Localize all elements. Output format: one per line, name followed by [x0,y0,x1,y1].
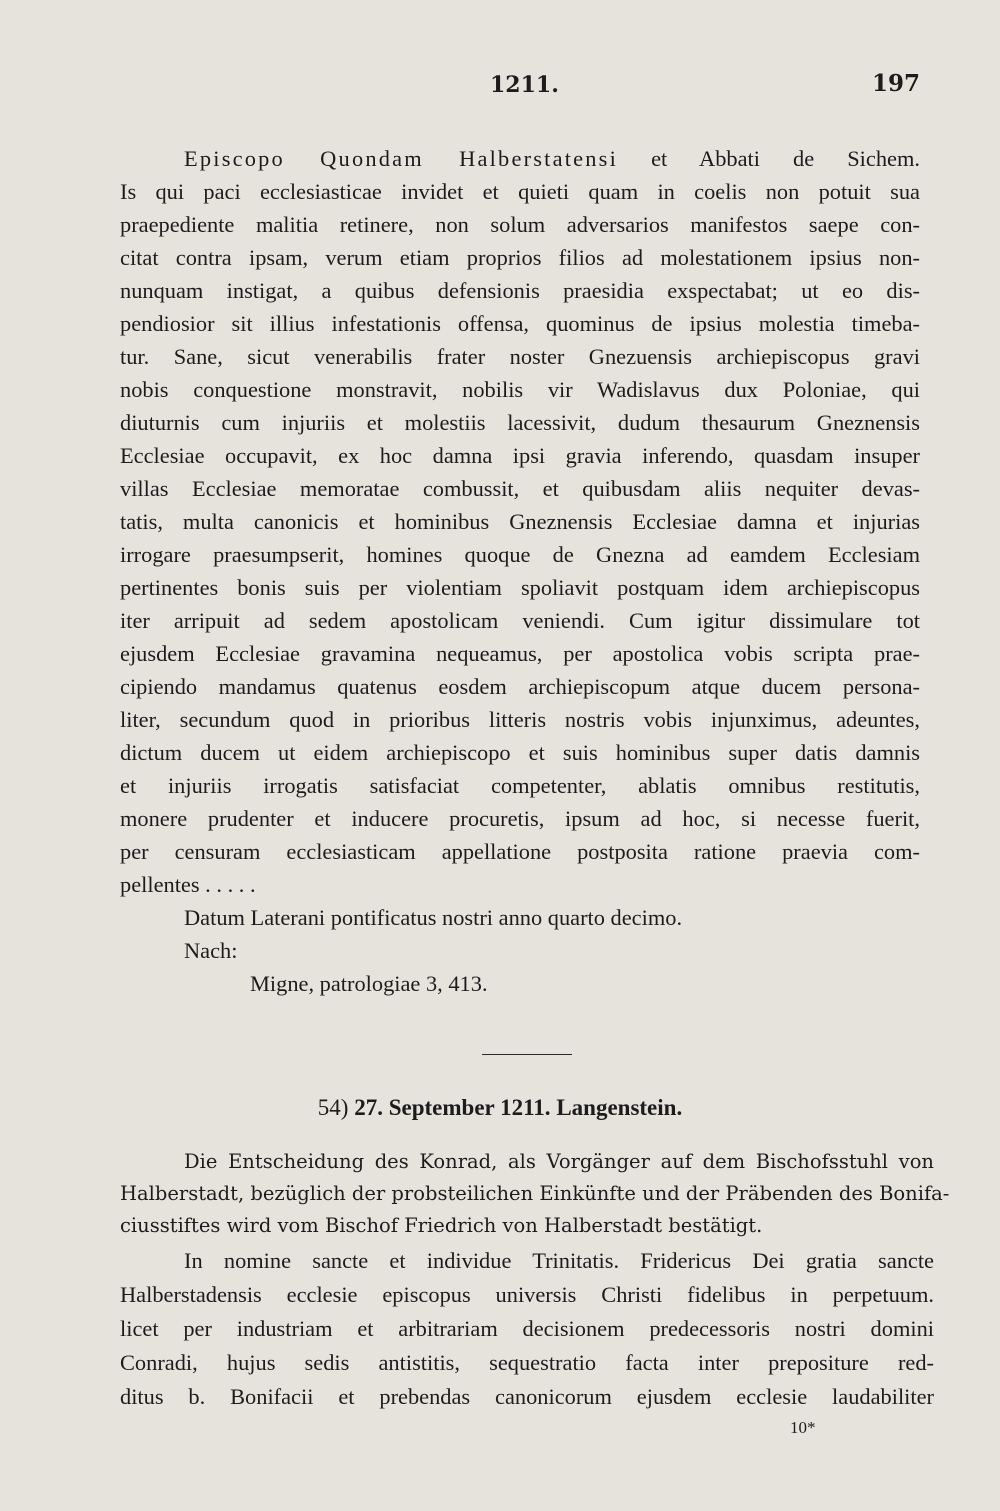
text-line: iter arripuit ad sedem apostolicam veniendi. Cum igitur dissimulare tot [120,608,920,633]
text-line: dictum ducem ut eidem archiepiscopo et suis hominibus super datis damnis [120,740,920,765]
text-line: irrogare praesumpserit, homines quoque de Gnezna ad eamdem Ecclesiam [120,542,920,567]
nach-label: Nach: [184,938,238,963]
text-line-last: pellentes . . . . . [120,872,256,897]
text-line: Conradi, hujus sedis antistitis, sequestratio facta inter prepositure red- [120,1350,934,1375]
document-place: Langenstein. [556,1095,683,1120]
text-line: monere prudenter et inducere procuretis, ipsum ad hoc, si necesse fuerit, [120,806,920,831]
text-line: pendiosior sit illius infestationis offensa, quominus de ipsius molestia timeba- [120,311,920,336]
text-line: ejusdem Ecclesiae gravamina nequeamus, per apostolica vobis scripta prae- [120,641,920,666]
regest-line: Die Entscheidung des Konrad, als Vorgänger auf dem Bischofsstuhl von [184,1150,934,1173]
text-line: liter, secundum quod in prioribus litteris nostris vobis injunximus, adeuntes, [120,707,920,732]
text-line: Halberstadensis ecclesie episcopus universis Christi fidelibus in perpetuum. [120,1282,934,1307]
letter-address-line [120,142,920,175]
letter-text [120,142,920,1000]
datum-line: Datum Laterani pontificatus nostri anno quarto decimo. [184,905,683,930]
text-line: tur. Sane, sicut venerabilis frater noster Gnezuensis archiepiscopus gravi [120,344,920,369]
regest-line: ciusstiftes wird vom Bischof Friedrich von Halberstadt bestätigt. [120,1214,763,1237]
letter-address: Episcopo Quondam Halberstatensi [184,146,619,171]
signature-mark: 10* [790,1418,816,1437]
source-citation: Migne, patrologiae 3, 413. [250,971,488,996]
page-number: 197 [872,70,921,97]
text-line: per censuram ecclesiasticam appellatione postposita ratione praevia com- [120,839,920,864]
document-heading [0,1095,1000,1121]
regest-line: Halberstadt, bezüglich der probsteilichen Einkünfte und der Präbenden des Bonifa- [120,1182,950,1205]
text-line: citat contra ipsam, verum etiam proprios filios ad molestationem ipsius non- [120,245,920,270]
letter-address-tail: et Abbati de Sichem. [651,146,920,171]
text-line: licet per industriam et arbitrariam decisionem predecessoris nostri domini [120,1316,934,1341]
text-line: nunquam instigat, a quibus defensionis praesidia exspectabat; ut eo dis- [120,278,920,303]
text-line: nobis conquestione monstravit, nobilis vir Wadislavus dux Poloniae, qui [120,377,920,402]
running-head-year: 1211. [490,72,559,98]
text-line: villas Ecclesiae memoratae combussit, et quibusdam aliis nequiter devas- [120,476,920,501]
text-line: Ecclesiae occupavit, ex hoc damna ipsi gravia inferendo, quasdam insuper [120,443,920,468]
document-number: 54) [317,1095,349,1120]
document-date: 27. September 1211. [354,1095,551,1120]
text-line: et injuriis irrogatis satisfaciat competenter, ablatis omnibus restitutis, [120,773,920,798]
text-line: praepediente malitia retinere, non solum adversarios manifestos saepe con- [120,212,920,237]
text-line: cipiendo mandamus quatenus eosdem archiepiscopum atque ducem persona- [120,674,920,699]
text-line: diuturnis cum injuriis et molestiis lacessivit, dudum thesaurum Gneznensis [120,410,920,435]
regest-summary [120,1146,950,1242]
text-line: tatis, multa canonicis et hominibus Gneznensis Ecclesiae damna et injurias [120,509,920,534]
text-line: pertinentes bonis suis per violentiam spoliavit postquam idem archiepiscopus [120,575,920,600]
separator-rule [482,1054,572,1055]
text-line: Is qui paci ecclesiasticae invidet et quieti quam in coelis non potuit sua [120,179,920,204]
text-line: In nomine sancte et individue Trinitatis. Fridericus Dei gratia sancte [184,1248,934,1273]
charter-text [120,1244,934,1414]
text-line: ditus b. Bonifacii et prebendas canonicorum ejusdem ecclesie laudabiliter [120,1384,934,1409]
